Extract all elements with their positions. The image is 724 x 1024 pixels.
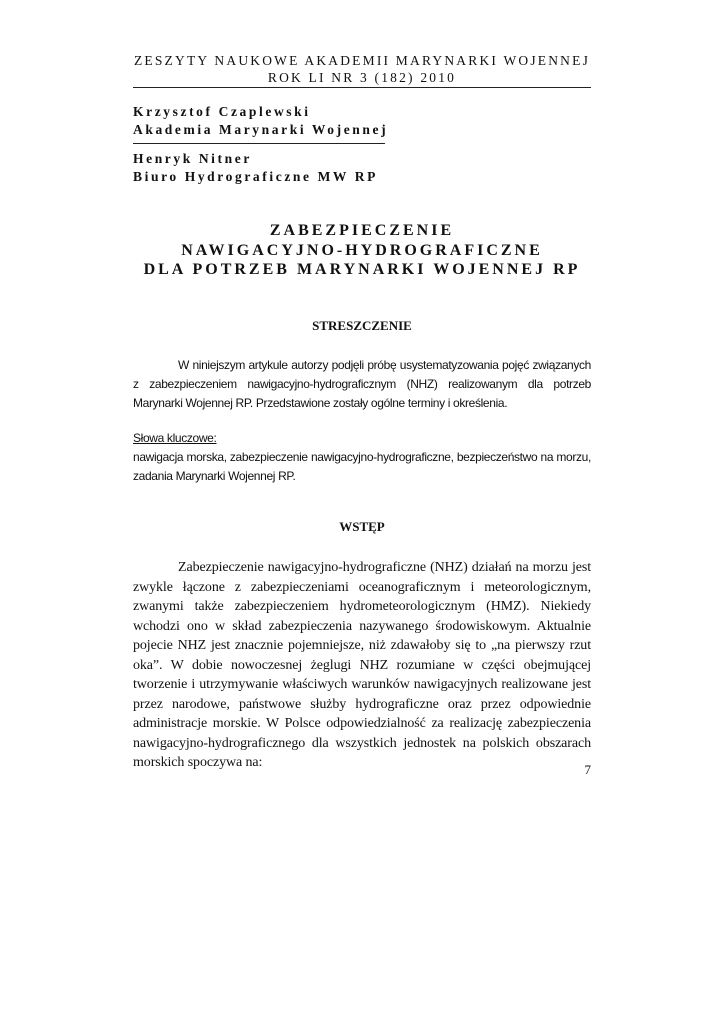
keywords-text: nawigacja morska, zabezpieczenie nawigacyjno-hydrograficzne, bezpieczeństwo na morzu, zadania Marynarki Wojennej RP. (133, 450, 591, 483)
header-rule (133, 87, 591, 88)
page-number: 7 (584, 762, 591, 777)
abstract-heading: STRESZCZENIE (312, 318, 412, 333)
author-name: Krzysztof Czaplewski (133, 104, 311, 119)
title-line: DLA POTRZEB MARYNARKI WOJENNEJ RP (143, 261, 581, 278)
author-name: Henryk Nitner (133, 151, 252, 166)
author-block-2 (133, 150, 378, 186)
abstract-text: W niniejszym artykule autorzy podjęli próbę usystematyzowania pojęć związanych z zabezpieczeniem nawigacyjno-hydrograficznym (NHZ) realizowanym dla potrzeb Marynarki Wojennej RP. Przedstawione zostały ogólne terminy i określenia. (133, 358, 591, 410)
author-affiliation: Biuro Hydrograficzne MW RP (133, 169, 378, 184)
keywords-label: Słowa kluczowe: (133, 431, 217, 445)
title-line: NAWIGACYJNO-HYDROGRAFICZNE (181, 241, 543, 259)
author-divider (133, 143, 385, 144)
introduction-heading: WSTĘP (339, 519, 385, 534)
article-title (133, 221, 591, 280)
author-block-1 (133, 103, 388, 139)
journal-header (133, 52, 591, 86)
introduction-paragraph: Zabezpieczenie nawigacyjno-hydrograficzne (NHZ) działań na morzu jest zwykle łączone z zabezpieczeniami oceanograficznym i meteorologicznym, zwanymi także zabezpieczeniem hydrometeorologicznym (HMZ). Niekiedy wchodzi ono w skład zabezpieczenia nazywanego środowiskowym. Aktualnie pojecie NHZ jest znacznie pojemniejsze, niż zdawałoby się to „na pierwszy rzut oka”. W dobie nowoczesnej żeglugi NHZ rozumiane w części obejmującej tworzenie i utrzymywanie właściwych warunków nawigacyjnych realizowane jest przez narodowe, państwowe służby hydrograficzne oraz przez odpowiednie administracje morskie. W Polsce odpowiedzialność za realizację zabezpieczenia nawigacyjno-hydrograficznego dla wszystkich jednostek na polskich obszarach morskich spoczywa na: (133, 560, 591, 770)
journal-issue: ROK LI NR 3 (182) 2010 (267, 70, 457, 85)
title-line: ZABEZPIECZENIE (269, 222, 455, 239)
journal-title: ZESZYTY NAUKOWE AKADEMII MARYNARKI WOJENNEJ (133, 53, 591, 68)
author-affiliation: Akademia Marynarki Wojennej (133, 122, 389, 137)
